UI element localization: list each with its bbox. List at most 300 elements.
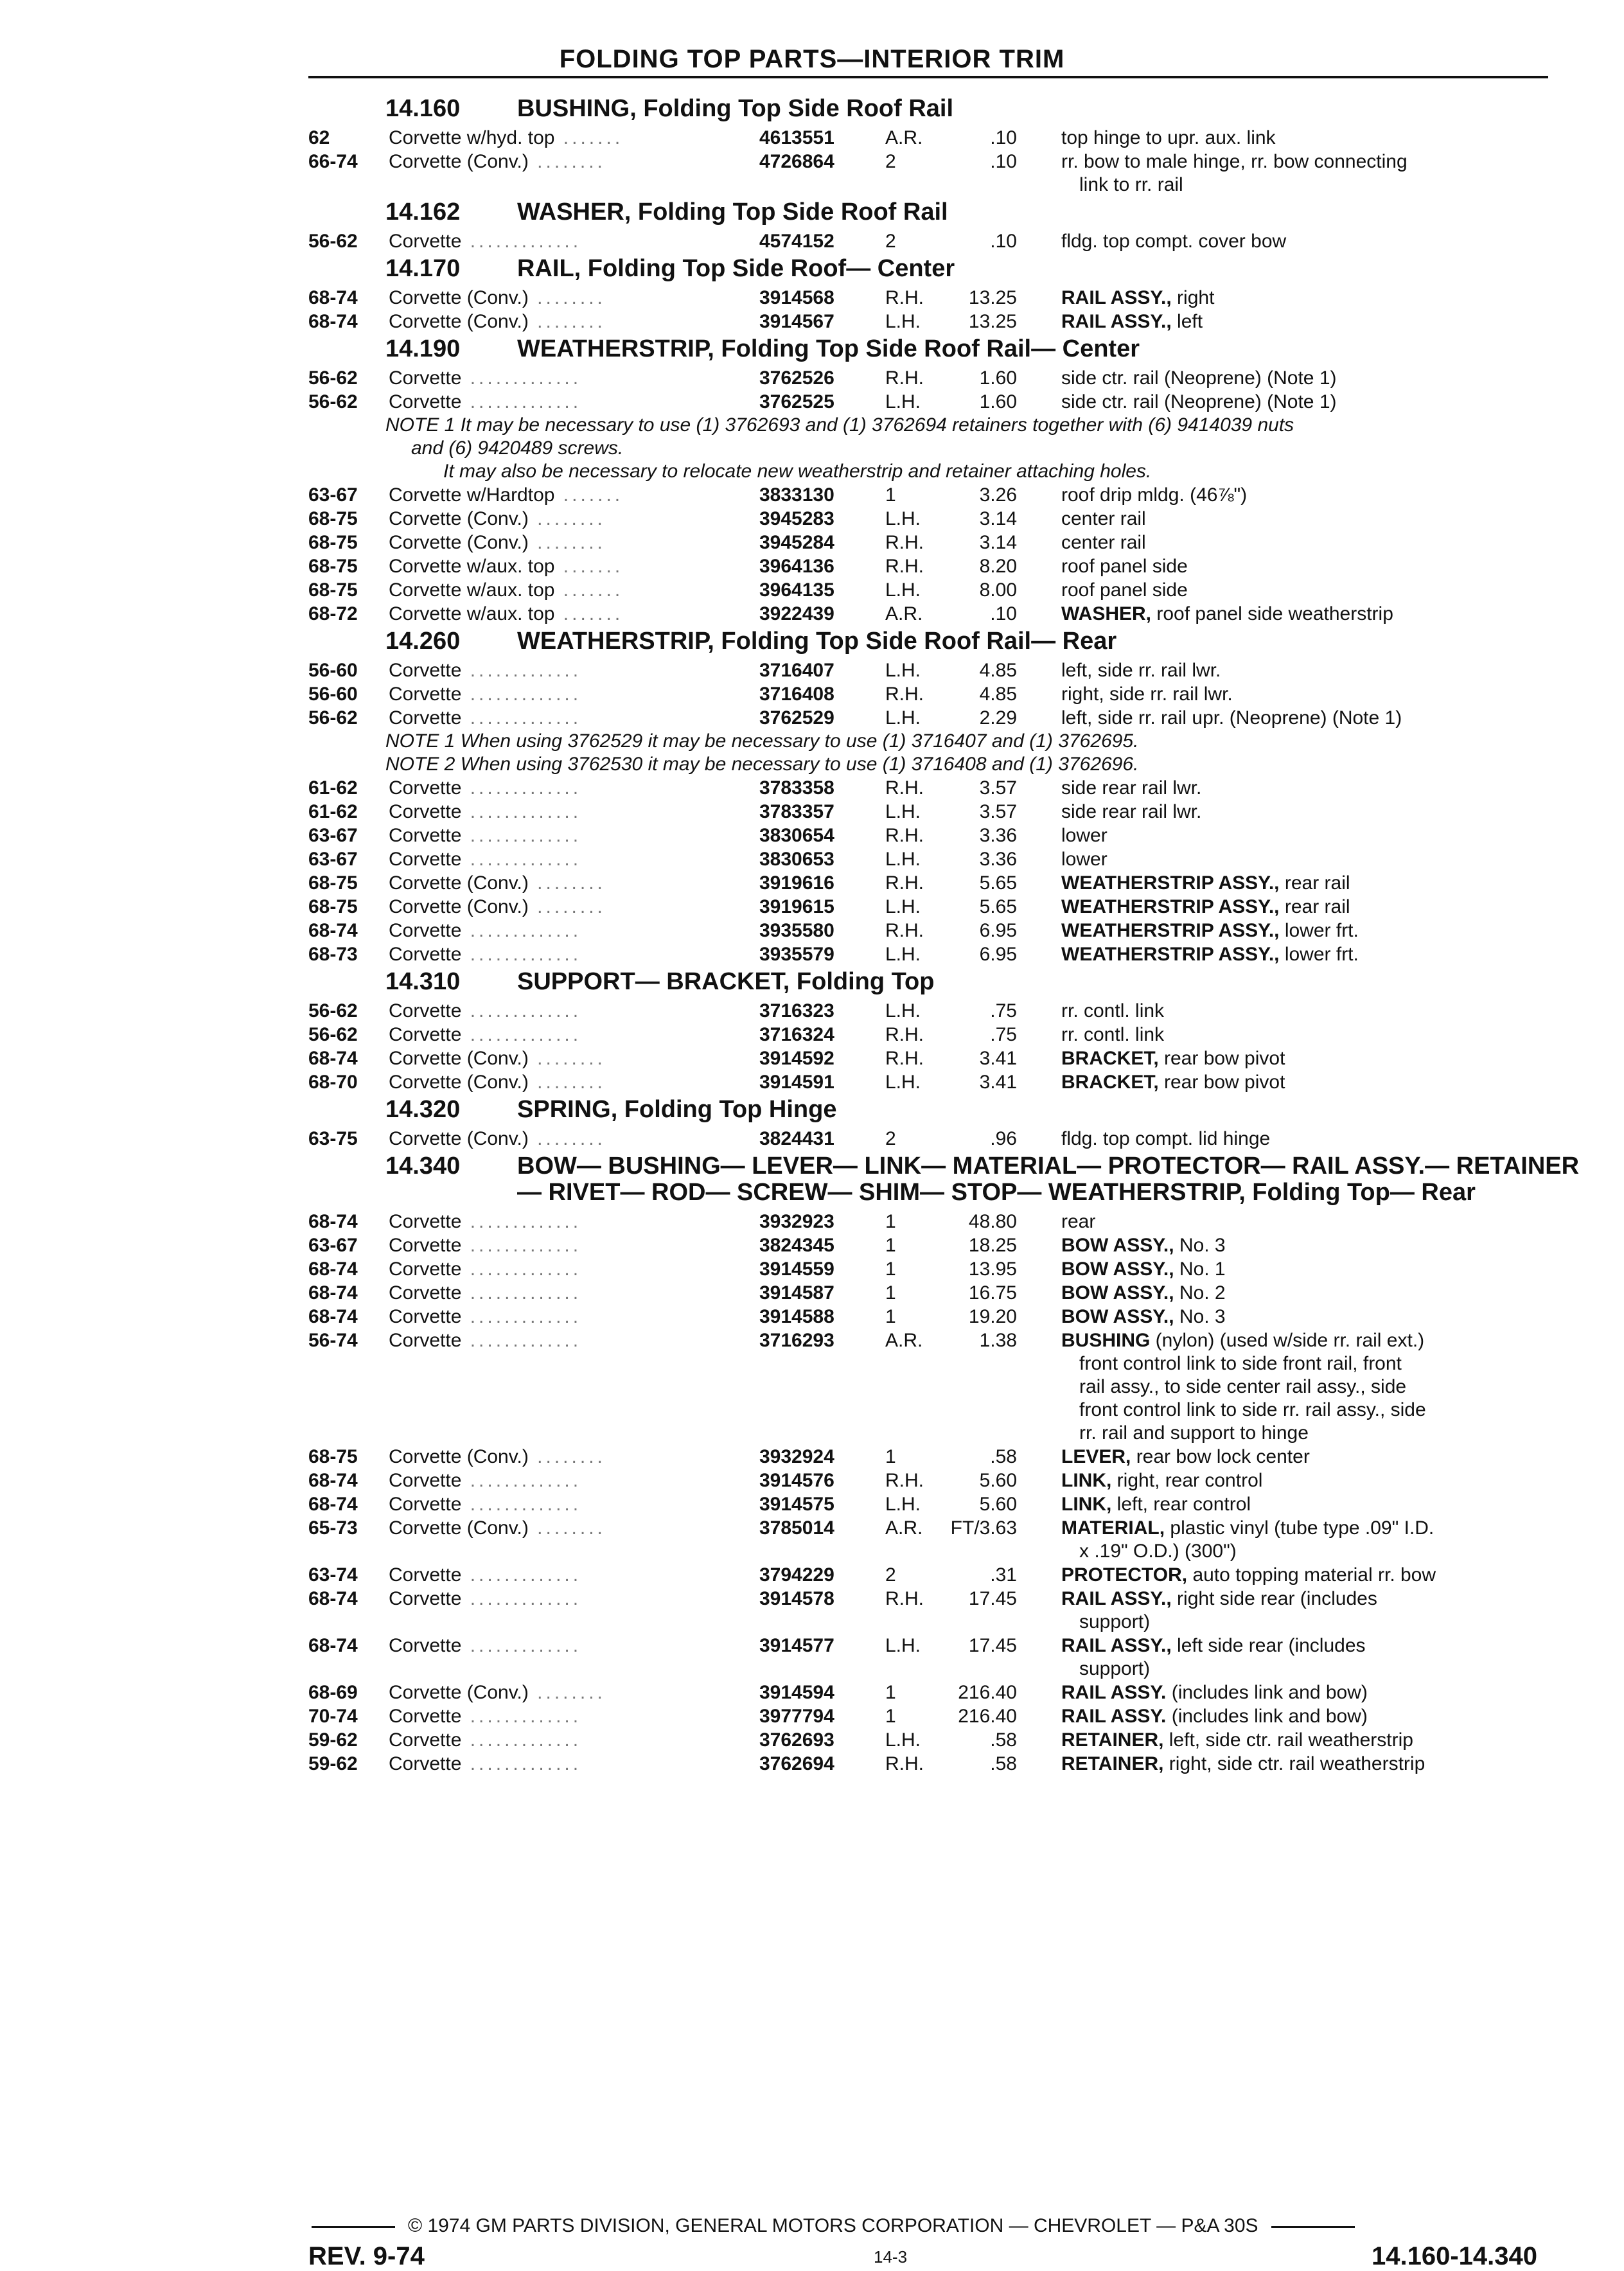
- price: 3.26: [979, 484, 1017, 506]
- description-text: rear rail: [1279, 872, 1350, 894]
- part-number: 3762525: [759, 391, 834, 412]
- price: .58: [990, 1446, 1017, 1467]
- model-name: [389, 706, 581, 730]
- description-keyword: WASHER,: [1061, 603, 1152, 624]
- model-text: Corvette w/aux. top: [389, 603, 555, 624]
- leader-dots: ........: [528, 1128, 606, 1149]
- model-text: Corvette (Conv.): [389, 151, 529, 172]
- page-header: FOLDING TOP PARTS—INTERIOR TRIM: [559, 45, 1065, 73]
- leader-dots: ........: [528, 1682, 606, 1703]
- section-number: 14.190: [385, 335, 461, 362]
- quantity: L.H.: [885, 801, 921, 822]
- description-keyword: BRACKET,: [1061, 1072, 1159, 1093]
- description-text: lower: [1061, 825, 1108, 846]
- description-keyword: BOW ASSY.,: [1061, 1235, 1174, 1256]
- description: [1061, 578, 1188, 602]
- price: 3.57: [979, 777, 1017, 799]
- model-name: [389, 483, 623, 507]
- section-heading: [0, 1097, 1624, 1123]
- model-years: 68-74: [308, 1635, 358, 1656]
- model-years: 68-75: [308, 556, 358, 577]
- model-name: [389, 1516, 606, 1540]
- model-name: [389, 1233, 581, 1257]
- model-text: Corvette: [389, 920, 462, 941]
- section-title: BUSHING, Folding Top Side Roof Rail: [517, 95, 954, 122]
- quantity: L.H.: [885, 944, 921, 965]
- description-text: roof panel side weatherstrip: [1151, 603, 1393, 624]
- part-row: [0, 602, 1624, 626]
- description-text: (nylon) (used w/side rr. rail ext.): [1150, 1330, 1425, 1351]
- description: [1061, 847, 1108, 871]
- description: [1061, 1752, 1425, 1776]
- description-keyword: BRACKET,: [1061, 1048, 1159, 1069]
- part-row: [0, 126, 1624, 150]
- description-keyword: WEATHERSTRIP ASSY.,: [1061, 920, 1280, 941]
- model-name: [389, 531, 606, 554]
- description: [1061, 1329, 1424, 1352]
- part-row: [0, 871, 1624, 895]
- part-row: [0, 1127, 1624, 1151]
- description-text: left, rear control: [1111, 1494, 1251, 1515]
- quantity: L.H.: [885, 660, 921, 681]
- section-heading: [0, 628, 1624, 655]
- quantity: R.H.: [885, 920, 924, 941]
- description-continuation: x .19" O.D.) (300"): [1079, 1541, 1237, 1562]
- leader-dots: .......: [554, 127, 624, 148]
- part-row: [0, 1233, 1624, 1257]
- price: .75: [990, 1000, 1017, 1021]
- price: 19.20: [968, 1306, 1017, 1327]
- leader-dots: .............: [461, 1470, 582, 1491]
- model-name: [389, 1305, 581, 1329]
- price: 3.41: [979, 1072, 1017, 1093]
- part-number: 3762526: [759, 367, 834, 389]
- leader-dots: .............: [461, 1330, 582, 1351]
- model-text: Corvette: [389, 1235, 462, 1256]
- leader-dots: .............: [461, 1259, 582, 1280]
- leader-dots: .............: [461, 1753, 582, 1774]
- model-years: 63-67: [308, 1235, 358, 1256]
- part-number: 3762529: [759, 707, 834, 729]
- model-years: 68-75: [308, 1446, 358, 1467]
- model-name: [389, 1704, 581, 1728]
- part-row: [0, 1704, 1624, 1728]
- description-continuation: front control link to side front rail, front: [1079, 1353, 1402, 1374]
- model-text: Corvette: [389, 849, 462, 870]
- part-number: 3914594: [759, 1682, 834, 1703]
- description-text: plastic vinyl (tube type .09" I.D.: [1165, 1517, 1434, 1539]
- leader-dots: .............: [461, 1000, 582, 1021]
- model-text: Corvette: [389, 707, 462, 729]
- description-text: lower: [1061, 849, 1108, 870]
- model-text: Corvette: [389, 1494, 462, 1515]
- note-line: NOTE 1 When using 3762529 it may be necessary to use (1) 3716407 and (1) 3762695.: [385, 730, 1139, 752]
- model-years: 63-75: [308, 1128, 358, 1149]
- model-years: 68-74: [308, 311, 358, 332]
- model-years: 56-62: [308, 367, 358, 389]
- price: 17.45: [968, 1588, 1017, 1609]
- quantity: 2: [885, 1128, 896, 1149]
- price: FT/3.63: [950, 1517, 1017, 1539]
- leader-dots: ........: [528, 151, 606, 172]
- quantity: L.H.: [885, 508, 921, 529]
- part-number: 4726864: [759, 151, 834, 172]
- parts-list: [0, 93, 1624, 1776]
- part-number: 4613551: [759, 127, 834, 148]
- part-row: [0, 682, 1624, 706]
- part-row: [0, 1070, 1624, 1094]
- quantity: A.R.: [885, 603, 923, 624]
- section-14-260: [0, 628, 1624, 966]
- price: 18.25: [968, 1235, 1017, 1256]
- part-row: [0, 1752, 1624, 1776]
- model-text: Corvette (Conv.): [389, 1048, 529, 1069]
- model-years: 56-62: [308, 1024, 358, 1045]
- description-text: rear rail: [1279, 896, 1350, 917]
- price: 13.95: [968, 1259, 1017, 1280]
- description-keyword: WEATHERSTRIP ASSY.,: [1061, 944, 1280, 965]
- quantity: 1: [885, 1235, 896, 1256]
- part-row: [0, 507, 1624, 531]
- quantity: L.H.: [885, 896, 921, 917]
- part-row: [0, 1023, 1624, 1047]
- price: 5.60: [979, 1470, 1017, 1491]
- description: [1061, 507, 1146, 531]
- part-row: [0, 1329, 1624, 1352]
- model-text: Corvette: [389, 801, 462, 822]
- section-heading: [0, 96, 1624, 122]
- part-row: [0, 1469, 1624, 1492]
- model-text: Corvette: [389, 944, 462, 965]
- description: [1061, 1728, 1413, 1752]
- model-years: 63-67: [308, 484, 358, 506]
- part-row: [0, 150, 1624, 173]
- model-name: [389, 682, 581, 706]
- description: [1061, 871, 1350, 895]
- part-number: 3914575: [759, 1494, 834, 1515]
- section-title: SPRING, Folding Top Hinge: [517, 1096, 837, 1123]
- model-name: [389, 1127, 606, 1151]
- description: [1061, 602, 1393, 626]
- part-row: [0, 310, 1624, 333]
- model-years: 61-62: [308, 777, 358, 799]
- description-text: rear bow pivot: [1158, 1048, 1285, 1069]
- description-keyword: PROTECTOR,: [1061, 1564, 1188, 1586]
- model-text: Corvette (Conv.): [389, 1128, 529, 1149]
- part-number: 3785014: [759, 1517, 834, 1539]
- description-keyword: RAIL ASSY.,: [1061, 311, 1172, 332]
- leader-dots: .......: [554, 556, 624, 577]
- description: [1061, 1047, 1285, 1070]
- model-name: [389, 1492, 581, 1516]
- leader-dots: ........: [528, 311, 606, 332]
- quantity: A.R.: [885, 1330, 923, 1351]
- description-text: side ctr. rail (Neoprene) (Note 1): [1061, 367, 1337, 389]
- description: [1061, 1281, 1226, 1305]
- part-number: 3914591: [759, 1072, 834, 1093]
- part-row: [0, 1587, 1624, 1611]
- model-text: Corvette: [389, 231, 462, 252]
- quantity: 2: [885, 1564, 896, 1586]
- description-text: roof panel side: [1061, 579, 1188, 601]
- leader-dots: .............: [461, 1564, 582, 1586]
- description: [1061, 658, 1221, 682]
- description: [1061, 1634, 1366, 1657]
- description: [1061, 776, 1201, 800]
- quantity: R.H.: [885, 1588, 924, 1609]
- description: [1061, 531, 1146, 554]
- section-title: WEATHERSTRIP, Folding Top Side Roof Rail— Center: [517, 335, 1140, 362]
- model-years: 68-75: [308, 532, 358, 553]
- description: [1061, 310, 1203, 333]
- description: [1061, 1127, 1270, 1151]
- model-text: Corvette (Conv.): [389, 1446, 529, 1467]
- description-keyword: BOW ASSY.,: [1061, 1282, 1174, 1303]
- section-title: WEATHERSTRIP, Folding Top Side Roof Rail— Rear: [517, 628, 1117, 655]
- description: [1061, 1257, 1226, 1281]
- model-years: 68-75: [308, 896, 358, 917]
- price: 3.14: [979, 532, 1017, 553]
- part-number: 3914568: [759, 287, 834, 308]
- model-text: Corvette (Conv.): [389, 287, 529, 308]
- model-text: Corvette: [389, 1470, 462, 1491]
- price: .10: [990, 151, 1017, 172]
- leader-dots: .............: [461, 1211, 582, 1232]
- price: 1.38: [979, 1330, 1017, 1351]
- description-text: rr. contl. link: [1061, 1000, 1165, 1021]
- model-name: [389, 1681, 606, 1704]
- description-keyword: BUSHING: [1061, 1330, 1151, 1351]
- price: 1.60: [979, 367, 1017, 389]
- part-row: [0, 1492, 1624, 1516]
- part-row: [0, 531, 1624, 554]
- leader-dots: ........: [528, 1048, 606, 1069]
- quantity: R.H.: [885, 1753, 924, 1774]
- section-14-310: [0, 969, 1624, 1094]
- price: 48.80: [968, 1211, 1017, 1232]
- section-heading: [0, 969, 1624, 995]
- model-years: 68-75: [308, 872, 358, 894]
- model-name: [389, 554, 623, 578]
- model-text: Corvette: [389, 1635, 462, 1656]
- description-text: right: [1171, 287, 1215, 308]
- model-text: Corvette (Conv.): [389, 532, 529, 553]
- part-row: [0, 1210, 1624, 1233]
- part-number: 3935579: [759, 944, 834, 965]
- description: [1061, 682, 1233, 706]
- model-name: [389, 1329, 581, 1352]
- model-years: 59-62: [308, 1753, 358, 1774]
- part-row: [0, 999, 1624, 1023]
- part-row: [0, 554, 1624, 578]
- description: [1061, 483, 1247, 507]
- part-number: 3914592: [759, 1048, 834, 1069]
- description: [1061, 942, 1359, 966]
- leader-dots: ........: [528, 1072, 606, 1093]
- part-row: [0, 1445, 1624, 1469]
- quantity: A.R.: [885, 1517, 923, 1539]
- model-years: 68-73: [308, 944, 358, 965]
- model-years: 68-74: [308, 1494, 358, 1515]
- section-title: WASHER, Folding Top Side Roof Rail: [517, 199, 948, 225]
- part-number: 3932923: [759, 1211, 834, 1232]
- part-number: 3716293: [759, 1330, 834, 1351]
- description: [1061, 1070, 1285, 1094]
- quantity: 1: [885, 1682, 896, 1703]
- model-years: 68-74: [308, 1282, 358, 1303]
- description-text: side ctr. rail (Neoprene) (Note 1): [1061, 391, 1337, 412]
- part-number: 3914567: [759, 311, 834, 332]
- note-line: It may also be necessary to relocate new weatherstrip and retainer attaching holes.: [443, 461, 1152, 482]
- quantity: L.H.: [885, 579, 921, 601]
- description-text: right, rear control: [1111, 1470, 1263, 1491]
- leader-dots: ........: [528, 1517, 606, 1539]
- description-keyword: LINK,: [1061, 1494, 1112, 1515]
- part-number: 3830654: [759, 825, 834, 846]
- model-text: Corvette: [389, 1706, 462, 1727]
- model-text: Corvette: [389, 777, 462, 799]
- model-name: [389, 999, 581, 1023]
- description-continuation: support): [1079, 1658, 1151, 1679]
- price: 8.20: [979, 556, 1017, 577]
- price: .58: [990, 1729, 1017, 1751]
- price: .31: [990, 1564, 1017, 1586]
- part-number: 3964136: [759, 556, 834, 577]
- quantity: 1: [885, 1259, 896, 1280]
- part-row: [0, 776, 1624, 800]
- leader-dots: .............: [461, 367, 582, 389]
- price: 1.60: [979, 391, 1017, 412]
- model-years: 63-74: [308, 1564, 358, 1586]
- model-years: 68-72: [308, 603, 358, 624]
- part-number: 3977794: [759, 1706, 834, 1727]
- leader-dots: .............: [461, 1494, 582, 1515]
- leader-dots: .............: [461, 1235, 582, 1256]
- price: 16.75: [968, 1282, 1017, 1303]
- part-number: 3762694: [759, 1753, 834, 1774]
- part-number: 3794229: [759, 1564, 834, 1586]
- model-name: [389, 286, 606, 310]
- model-name: [389, 1634, 581, 1657]
- description: [1061, 1469, 1262, 1492]
- leader-dots: ........: [528, 896, 606, 917]
- model-name: [389, 776, 581, 800]
- price: 8.00: [979, 579, 1017, 601]
- part-number: 3914577: [759, 1635, 834, 1656]
- quantity: L.H.: [885, 1072, 921, 1093]
- price: 17.45: [968, 1635, 1017, 1656]
- leader-dots: .............: [461, 849, 582, 870]
- description: [1061, 366, 1337, 390]
- section-number: 14.160: [385, 95, 461, 122]
- part-number: 4574152: [759, 231, 834, 252]
- part-row: [0, 286, 1624, 310]
- leader-dots: .............: [461, 660, 582, 681]
- part-row: [0, 800, 1624, 824]
- part-number: 3716323: [759, 1000, 834, 1021]
- model-years: 68-75: [308, 508, 358, 529]
- section-14-160: [0, 96, 1624, 197]
- model-years: 63-67: [308, 849, 358, 870]
- model-name: [389, 390, 581, 414]
- model-name: [389, 229, 581, 253]
- description: [1061, 1233, 1226, 1257]
- model-text: Corvette: [389, 1753, 462, 1774]
- part-number: 3919615: [759, 896, 834, 917]
- description-text: (includes link and bow): [1166, 1706, 1368, 1727]
- model-text: Corvette: [389, 1211, 462, 1232]
- description: [1061, 919, 1359, 942]
- leader-dots: .......: [554, 603, 624, 624]
- description-text: (includes link and bow): [1166, 1682, 1368, 1703]
- model-text: Corvette: [389, 1306, 462, 1327]
- leader-dots: .............: [461, 1588, 582, 1609]
- model-years: 65-73: [308, 1517, 358, 1539]
- model-years: 68-74: [308, 1048, 358, 1069]
- part-number: 3914587: [759, 1282, 834, 1303]
- description: [1061, 824, 1108, 847]
- quantity: 1: [885, 1211, 896, 1232]
- description-keyword: WEATHERSTRIP ASSY.,: [1061, 896, 1280, 917]
- description-keyword: MATERIAL,: [1061, 1517, 1165, 1539]
- section-14-320: [0, 1097, 1624, 1151]
- description-text: rr. contl. link: [1061, 1024, 1165, 1045]
- section-number: 14.170: [385, 255, 461, 282]
- model-name: [389, 1257, 581, 1281]
- price: 13.25: [968, 311, 1017, 332]
- model-years: 70-74: [308, 1706, 358, 1727]
- price: .10: [990, 127, 1017, 148]
- model-name: [389, 126, 623, 150]
- description-text: fldg. top compt. cover bow: [1061, 231, 1287, 252]
- model-name: [389, 602, 623, 626]
- part-number: 3964135: [759, 579, 834, 601]
- part-number: 3914578: [759, 1588, 834, 1609]
- description-text: left side rear (includes: [1171, 1635, 1366, 1656]
- description-text: center rail: [1061, 532, 1146, 553]
- description-keyword: RAIL ASSY.: [1061, 1706, 1167, 1727]
- part-row: [0, 1281, 1624, 1305]
- price: 6.95: [979, 944, 1017, 965]
- leader-dots: .............: [461, 684, 582, 705]
- price: 3.41: [979, 1048, 1017, 1069]
- part-row: [0, 847, 1624, 871]
- quantity: L.H.: [885, 1729, 921, 1751]
- model-text: Corvette: [389, 1330, 462, 1351]
- model-years: 68-74: [308, 1211, 358, 1232]
- model-years: 59-62: [308, 1729, 358, 1751]
- quantity: L.H.: [885, 849, 921, 870]
- price: .58: [990, 1753, 1017, 1774]
- part-row: [0, 1257, 1624, 1281]
- part-number: 3914576: [759, 1470, 834, 1491]
- price: 6.95: [979, 920, 1017, 941]
- part-row: [0, 895, 1624, 919]
- part-number: 3824345: [759, 1235, 834, 1256]
- description-text: No. 3: [1174, 1306, 1226, 1327]
- model-text: Corvette: [389, 367, 462, 389]
- description-continuation: support): [1079, 1611, 1151, 1632]
- section-title: BOW— BUSHING— LEVER— LINK— MATERIAL— PROTECTOR— RAIL ASSY.— RETAINER— RIVET— ROD— SCREW— SHIM— STOP— WEATHERSTRIP, Folding Top— Rear: [517, 1153, 1580, 1206]
- part-number: 3914559: [759, 1259, 834, 1280]
- quantity: R.H.: [885, 532, 924, 553]
- part-row: [0, 229, 1624, 253]
- part-row: [0, 1728, 1624, 1752]
- description-text: left, side rr. rail lwr.: [1061, 660, 1221, 681]
- description-text: No. 1: [1174, 1259, 1226, 1280]
- quantity: 1: [885, 1446, 896, 1467]
- model-years: 62: [308, 127, 330, 148]
